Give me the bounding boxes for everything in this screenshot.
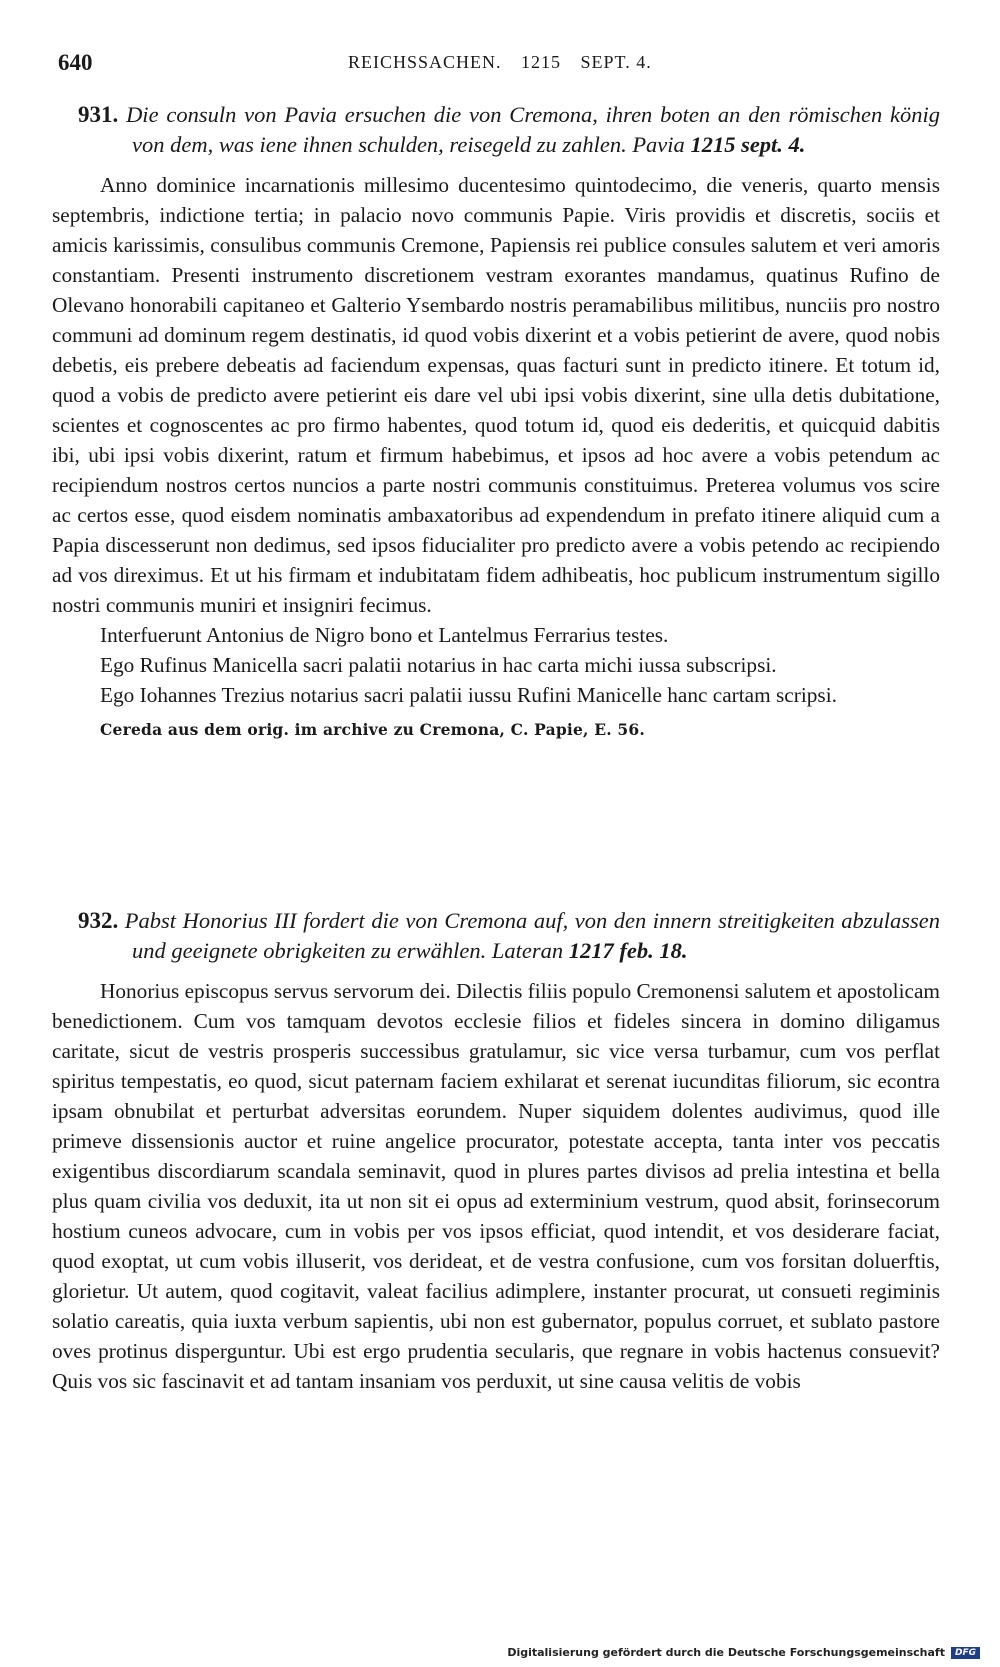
scribe-subscription: Ego Iohannes Trezius notarius sacri palatii iussu Rufini Manicelle hanc cartam scripsi.: [100, 683, 837, 707]
document-body: [52, 976, 940, 1396]
document-body: [52, 170, 940, 710]
running-title-section: REICHSSACHEN.: [348, 52, 502, 72]
document-number: 932.: [78, 908, 119, 933]
dfg-logo: DFG: [951, 1647, 980, 1659]
document-date: 1215 sept. 4.: [690, 132, 806, 157]
document-931: [52, 100, 940, 739]
document-932: [52, 906, 940, 1396]
running-title-year: 1215: [521, 52, 562, 72]
running-head: [58, 50, 938, 80]
notary-subscription: Ego Rufinus Manicella sacri palatii notarius in hac carta michi iussa subscripsi.: [100, 653, 777, 677]
document-number: 931.: [78, 102, 119, 127]
credit-text: Digitalisierung gefördert durch die Deutsche Forschungsgemeinschaft: [507, 1646, 945, 1659]
digitization-credit: [507, 1646, 980, 1659]
source-note: Cereda aus dem orig. im archive zu Cremona, C. Papie, E. 56.: [100, 720, 645, 739]
document-title: Die consuln von Pavia ersuchen die von Cremona, ihren boten an den römischen könig von dem, was iene ihnen schulden, reisegeld zu zahlen. Pavia: [126, 102, 941, 157]
witness-line: Interfuerunt Antonius de Nigro bono et Lantelmus Ferrarius testes.: [100, 623, 669, 647]
document-heading: [52, 100, 940, 160]
running-title: [348, 52, 666, 73]
document-date: 1217 feb. 18.: [568, 938, 688, 963]
document-heading: [52, 906, 940, 966]
running-title-date: SEPT. 4.: [580, 52, 652, 72]
page-number: 640: [58, 50, 93, 75]
document-title: Pabst Honorius III fordert die von Cremona auf, von den innern streitigkeiten abzulassen und geeignete obrigkeiten zu erwählen. Lateran: [124, 908, 941, 963]
body-paragraph: Anno dominice incarnationis millesimo ducentesimo quintodecimo, die veneris, quarto mensis septembris, indictione tertia; in palacio novo communis Papie. Viris providis et discretis, sociis et amicis karissimis, consulibus communis Cremone, Papiensis rei publice consules salutem et veri amoris constantiam. Presenti instrumento discretionem vestram exorantes mandamus, quatinus Rufino de Olevano honorabili capitaneo et Galterio Ysembardo nostris peramabilibus militibus, nunciis pro nostro communi ad dominum regem destinatis, id quod vobis dixerint et a vobis petierint de avere, quod nobis debetis, eis prebere debeatis ad faciendum expensas, quas facturi sunt in predicto itinere. Et totum id, quod a vobis de predicto avere petierint eis dare vel ubi ipsi vobis dixerint, sine ulla detis dubitatione, scientes et cognoscentes ac pro firmo habentes, quod totum id, quod eis dederitis, et quicquid dabitis ibi, ubi ipsi vobis dixerint, ratum et firmum habebimus, et ipsos ad hoc avere a vobis petendum ac recipiendum nostros certos nuncios a parte nostri communis constituimus. Preterea volumus vos scire ac certos esse, quod eisdem nominatis ambaxatoribus ad expendendum in prefato itinere aliquid cum a Papia discesserunt non dedimus, sed ipsos fiducialiter pro predicto avere a vobis petendo ac recipiendo ad vos direximus. Et ut his firmam et indubitatam fidem adhibeatis, hoc publicum instrumentum sigillo nostri communis muniri et insigniri fecimus.: [52, 173, 940, 617]
body-paragraph: Honorius episcopus servus servorum dei. Dilectis filiis populo Cremonensi salutem et apostolicam benedictionem. Cum vos tamquam devotos ecclesie filios et fideles sincera in domino diligamus caritate, sicut de vestris prosperis successibus gratulamur, sic vice versa turbamur, cum vos perflat spiritus tempestatis, eo quod, sicut paternam faciem exhilarat et serenat iucunditas filiorum, sic econtra ipsam obnubilat et perturbat adversitas eorundem. Nuper siquidem dolentes audivimus, quod ille primeve dissensionis auctor et ruine angelice procurator, potestate accepta, tanta inter vos peccatis exigentibus discordiarum scandala seminavit, quod in plures partes divisos ad prelia intestina et bella plus quam civilia vos deduxit, ita ut non sit ei opus ad exterminium vestrum, quod absit, forinsecorum hostium cuneos advocare, cum in vobis per vos ipsos efficiat, quod intendit, et vos desiderare faciat, quod exoptat, ut cum vobis illuserit, vos derideat, et de vestra confusione, cum vos forsitan doluerftis, glorietur. Ut autem, quod cogitavit, valeat facilius adimplere, instanter procurat, ut consueti regiminis solatio careatis, quia iuxta verbum sapientis, ubi non est gubernator, populus corruet, et sublato pastore oves protinus disperguntur. Ubi est ergo prudentia secularis, que regnare in vobis hactenus consuevit? Quis vos sic fascinavit et ad tantam insaniam vos perduxit, ut sine causa velitis de vobis: [52, 979, 940, 1393]
